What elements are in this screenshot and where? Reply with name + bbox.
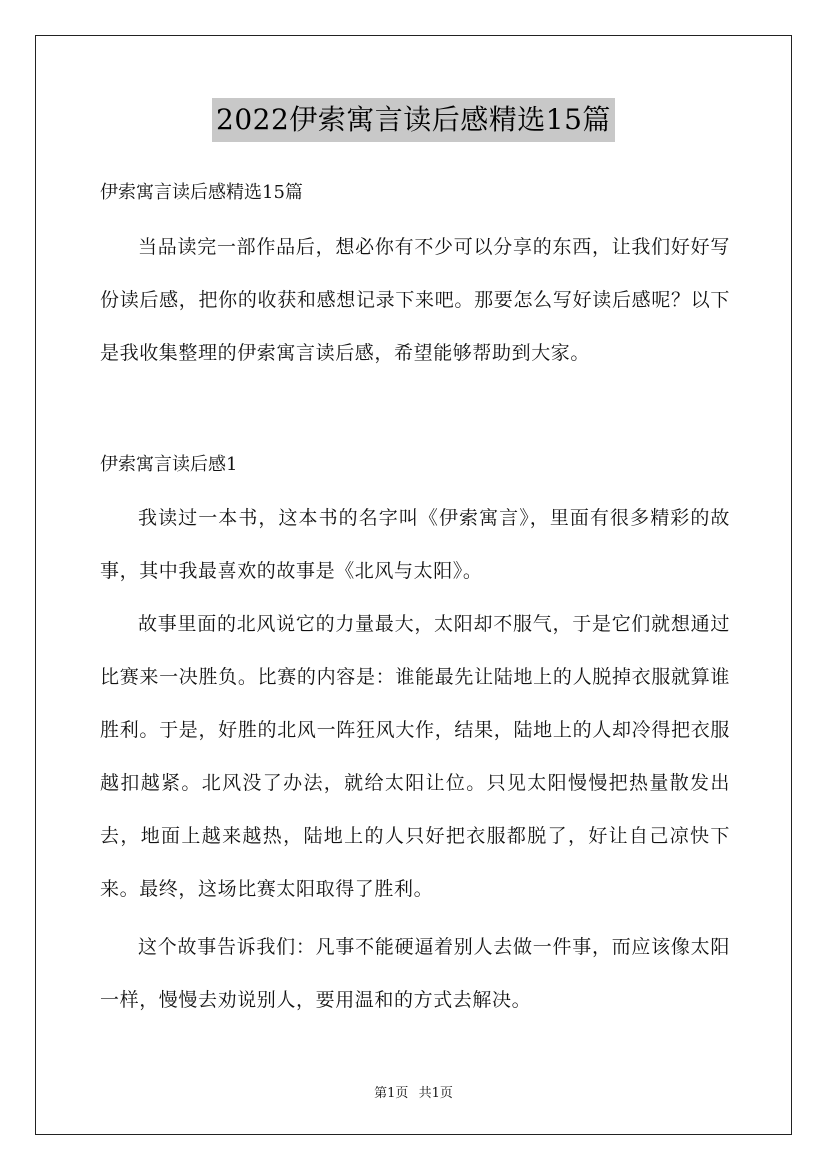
page-number-total: 共1页 xyxy=(418,1086,453,1101)
page-footer xyxy=(0,1082,827,1101)
body-paragraph-2: 故事里面的北风说它的力量最大，太阳却不服气，于是它们就想通过比赛来一决胜负。比赛的内容是：谁能最先让陆地上的人脱掉衣服就算谁胜利。于是，好胜的北风一阵狂风大作，结果，陆地上的人却冷得把衣服越扣越紧。北风没了办法，就给太阳让位。只见太阳慢慢把热量散发出去，地面上越来越热，陆地上的人只好把衣服都脱了，好让自己凉快下来。最终，这场比赛太阳取得了胜利。 xyxy=(100,613,730,900)
page-number-current: 第1页 xyxy=(374,1086,409,1101)
section-heading: 伊索寓言读后感1 xyxy=(100,454,238,475)
title-container xyxy=(0,98,827,142)
document-subtitle: 伊索寓言读后感精选15篇 xyxy=(100,182,303,203)
intro-paragraph: 当品读完一部作品后，想必你有不少可以分享的东西，让我们好好写份读后感，把你的收获和感想记录下来吧。那要怎么写好读后感呢？以下是我收集整理的伊索寓言读后感，希望能够帮助到大家。 xyxy=(100,236,730,364)
body-paragraph-3: 这个故事告诉我们：凡事不能硬逼着别人去做一件事，而应该像太阳一样，慢慢去劝说别人，要用温和的方式去解决。 xyxy=(100,936,730,1011)
body-paragraph-1: 我读过一本书，这本书的名字叫《伊索寓言》，里面有很多精彩的故事，其中我最喜欢的故事是《北风与太阳》。 xyxy=(100,507,730,582)
document-title: 2022伊索寓言读后感精选15篇 xyxy=(212,98,615,142)
